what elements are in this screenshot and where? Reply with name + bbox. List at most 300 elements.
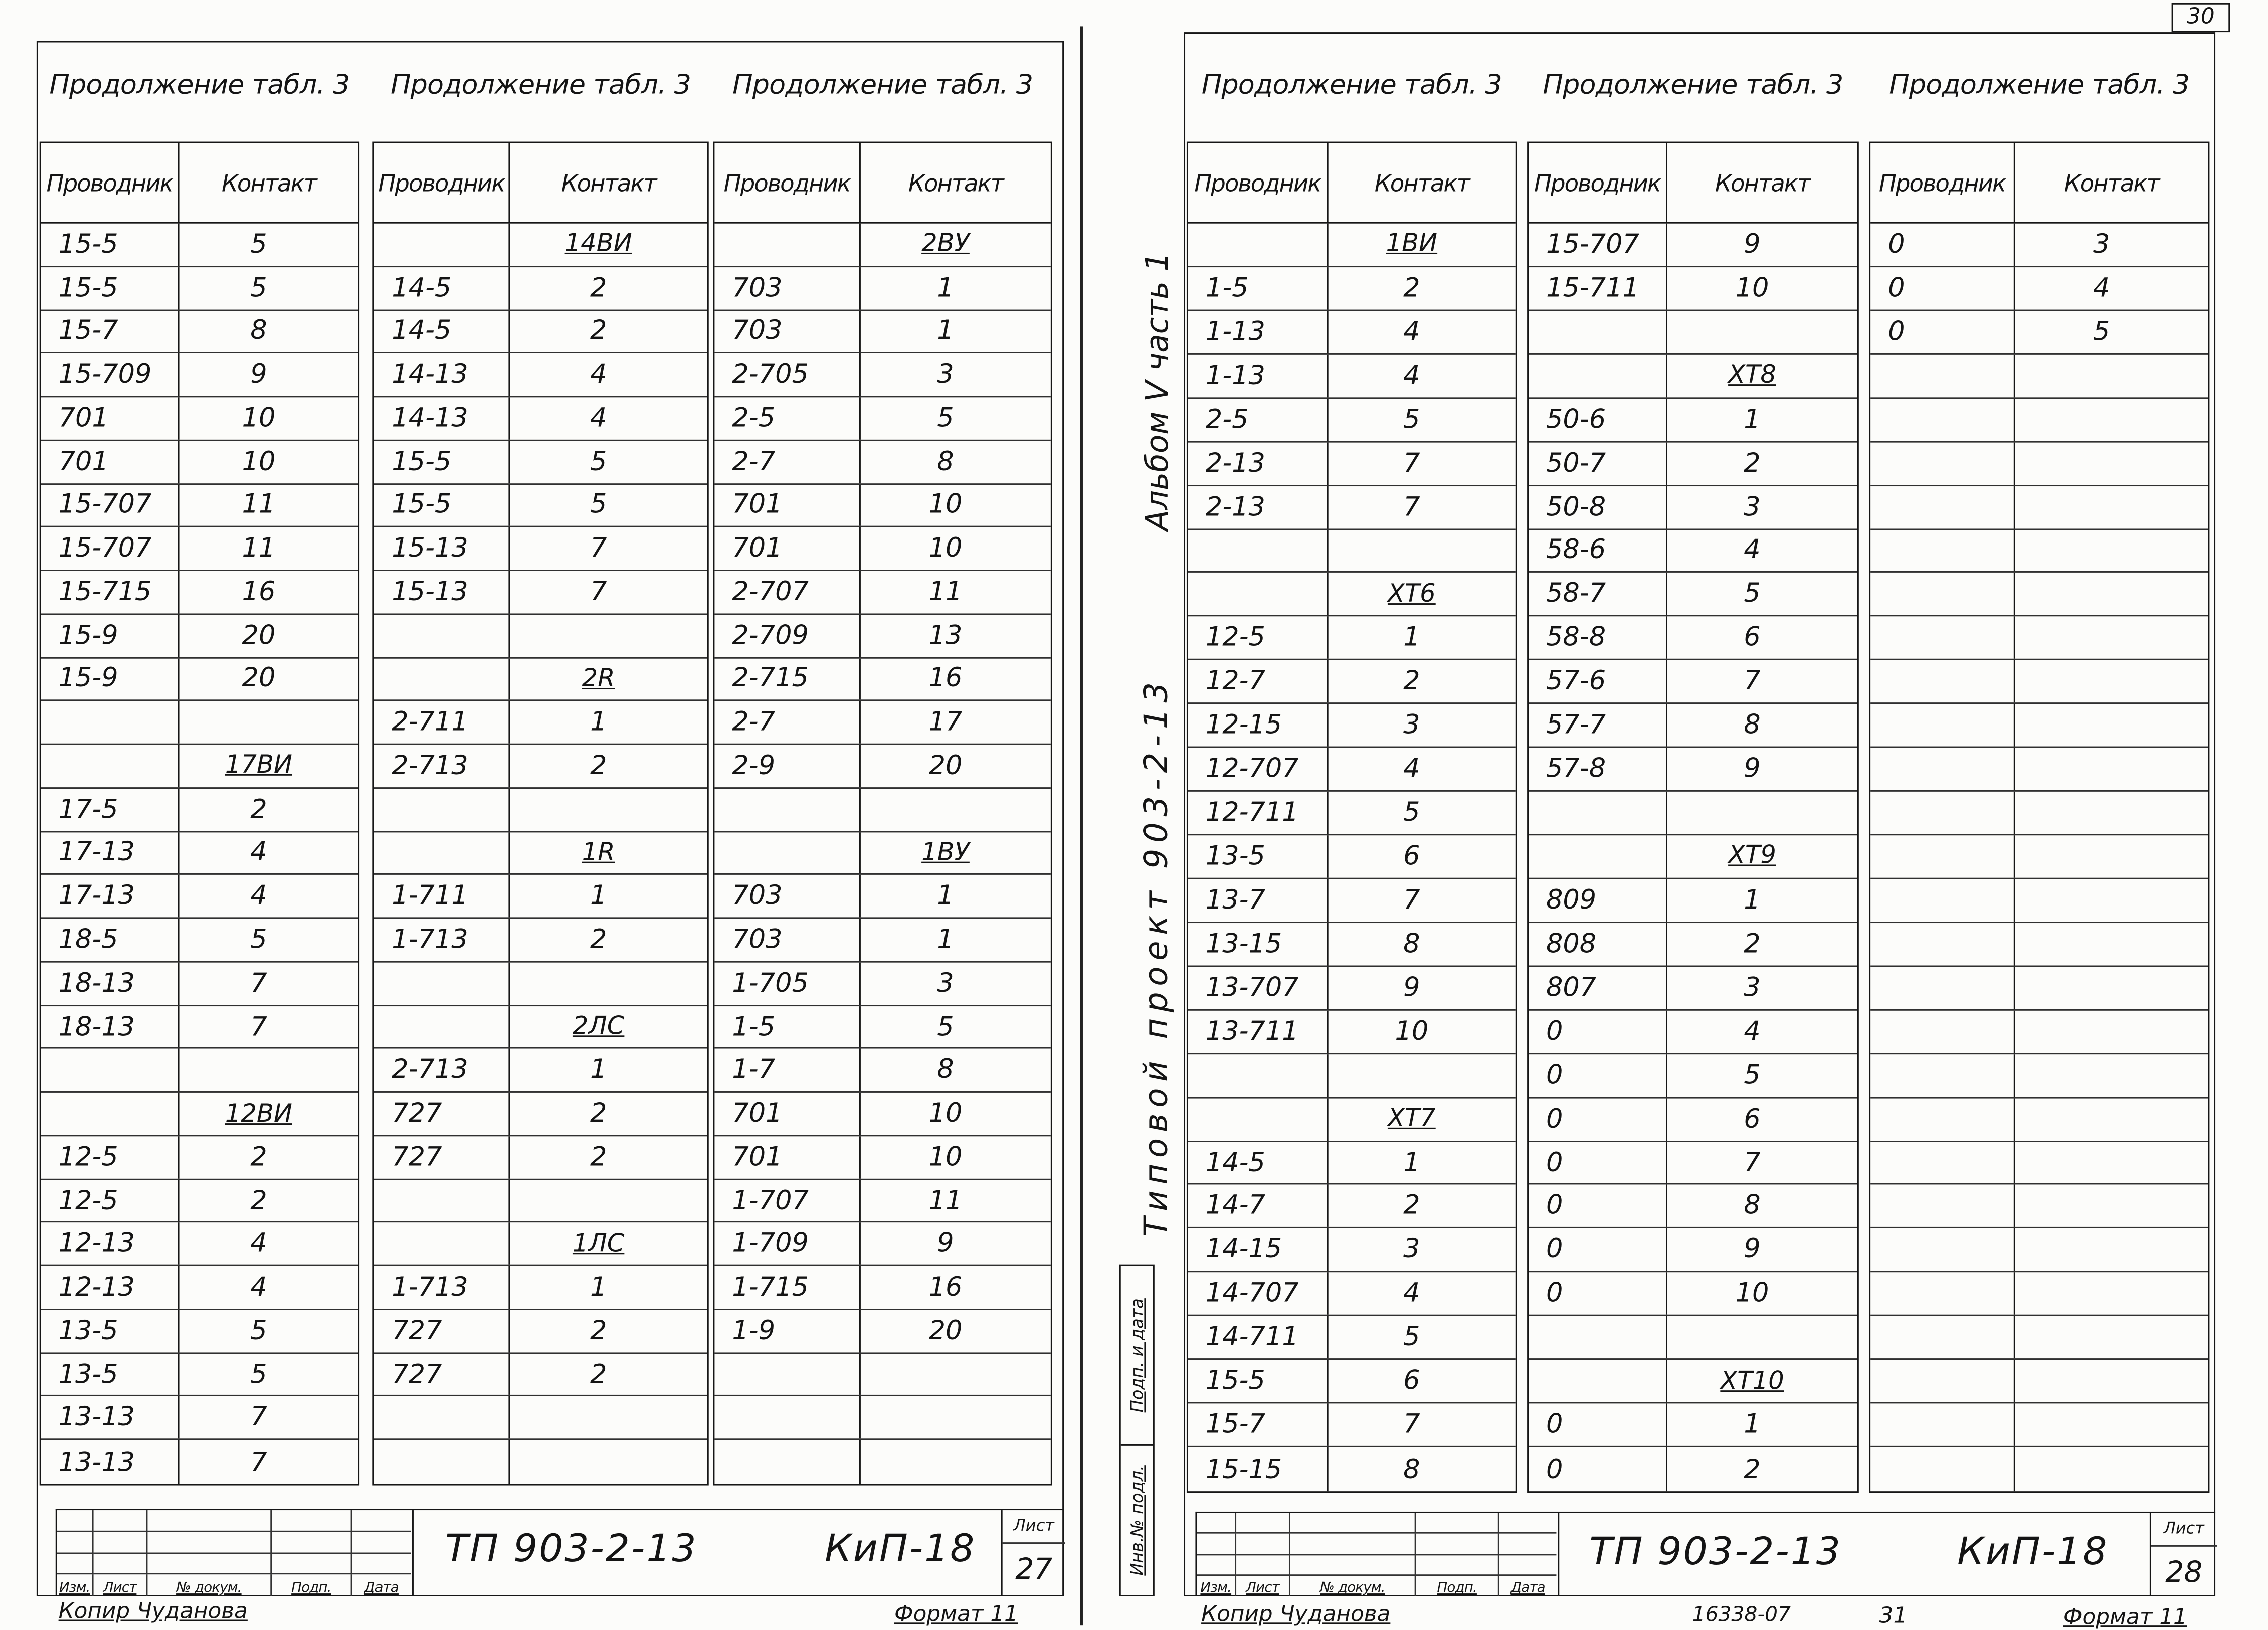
conductor-cell: 15-707 [1529, 224, 1667, 266]
contact-cell [2015, 1054, 2208, 1096]
conductor-cell [1870, 617, 2015, 659]
contact-cell: 9 [1744, 1234, 1761, 1265]
contact-cell [510, 962, 707, 1004]
contact-cell: 13 [928, 620, 963, 651]
conductor-cell: 12-7 [1188, 661, 1329, 703]
conductor-cell: 15-711 [1529, 267, 1667, 309]
conductor-cell [714, 1397, 860, 1439]
conductor-cell: 2-9 [714, 745, 860, 787]
contact-cell: 10 [242, 403, 276, 434]
table-row [1529, 1404, 1857, 1447]
table-row [1870, 1360, 2208, 1404]
title-block-label: Подп. [1416, 1575, 1499, 1596]
device-group-label: XT7 [1387, 1104, 1436, 1134]
column-header-contact: Контакт [1715, 168, 1810, 197]
conductor-cell: 808 [1529, 923, 1667, 965]
contact-cell: 7 [250, 968, 267, 999]
contact-cell: 3 [937, 968, 954, 999]
table-row [1870, 573, 2208, 617]
conductor-cell [1188, 224, 1329, 266]
conductor-cell: 1-13 [1188, 354, 1329, 397]
title-block-cell [147, 1510, 272, 1532]
conductor-cell: 12-707 [1188, 748, 1329, 790]
title-block-cell [57, 1510, 94, 1532]
table-row [41, 1397, 358, 1440]
title-block-cell [1499, 1534, 1557, 1555]
contact-cell: 5 [250, 1316, 267, 1347]
contact-cell [510, 789, 707, 831]
table-body [1529, 224, 1857, 1491]
conductor-cell [374, 615, 510, 657]
contact-cell: 7 [1403, 885, 1420, 916]
contact-cell: 7 [250, 1446, 267, 1478]
format-note: Формат 11 [2063, 1603, 2187, 1630]
table-row [1529, 442, 1857, 486]
table-row [1188, 923, 1516, 967]
title-block-cell [57, 1532, 94, 1553]
table-row [1870, 1098, 2208, 1141]
contact-cell: 5 [250, 924, 267, 956]
title-block-cell [94, 1532, 148, 1553]
table-row [1188, 1054, 1516, 1098]
table-row [374, 1310, 707, 1354]
conductor-cell: 727 [374, 1310, 510, 1352]
contact-cell: 8 [1403, 929, 1420, 960]
contact-cell: 6 [1744, 1103, 1761, 1135]
conductor-cell [1188, 529, 1329, 572]
conductor-cell: 13-13 [41, 1440, 180, 1484]
contact-cell: 5 [937, 1011, 954, 1042]
conductor-cell [1529, 792, 1667, 834]
copyist-note: Копир Чуданова [58, 1597, 248, 1624]
sheet-number-box [2150, 1513, 2217, 1596]
conductor-cell: 14-707 [1188, 1273, 1329, 1315]
contact-cell: 2 [590, 1316, 607, 1347]
title-block-cell [1499, 1513, 1557, 1534]
conductor-cell: 727 [374, 1093, 510, 1135]
table-row [1529, 1316, 1857, 1360]
table-row [714, 1440, 1050, 1484]
conductor-cell: 1-707 [714, 1180, 860, 1222]
table-row [374, 397, 707, 441]
contact-cell: 20 [242, 663, 276, 694]
conductor-cell: 1-709 [714, 1223, 860, 1265]
conductor-cell: 2-13 [1188, 442, 1329, 484]
conductor-cell [1870, 1404, 2015, 1446]
conductor-cell: 13-5 [41, 1310, 180, 1352]
table-row [1188, 1273, 1516, 1316]
title-block-cell [1416, 1555, 1499, 1576]
table-row [1529, 617, 1857, 660]
table-row [41, 224, 358, 267]
title-block-label: Лист [1236, 1575, 1290, 1596]
contact-cell [2015, 617, 2208, 659]
contact-cell: 9 [250, 359, 267, 391]
conductor-cell: 2-713 [374, 745, 510, 787]
group-heading-row [374, 224, 707, 267]
table-row [1870, 835, 2208, 879]
contact-cell: 1 [590, 707, 607, 738]
table-row [1870, 1447, 2208, 1491]
contact-cell: 16 [928, 663, 963, 694]
conductor-cell: 1-9 [714, 1310, 860, 1352]
conductor-cell [1870, 879, 2015, 921]
column-header-conductor: Проводник [1870, 143, 2015, 222]
table-row [1188, 879, 1516, 923]
device-group-label: XT6 [1387, 580, 1436, 609]
contact-cell: 9 [1744, 229, 1761, 260]
title-block-cell [1197, 1555, 1236, 1576]
conductor-cell [1870, 1010, 2015, 1052]
contact-cell [2015, 661, 2208, 703]
title-block-cell [1499, 1555, 1557, 1576]
conductor-cell: 0 [1870, 311, 2015, 353]
table-row [374, 919, 707, 963]
conductor-cell: 2-5 [1188, 398, 1329, 440]
conductor-cell: 58-6 [1529, 529, 1667, 572]
contact-cell: 2 [250, 1185, 267, 1216]
table-row [41, 310, 358, 354]
contact-cell [510, 615, 707, 657]
contact-cell: 3 [1744, 491, 1761, 522]
title-block-cell [1236, 1534, 1290, 1555]
contact-cell: 5 [1403, 797, 1420, 828]
conductor-cell [374, 1397, 510, 1439]
table-row [1529, 792, 1857, 835]
table-row [714, 1180, 1050, 1223]
conductor-cell: 727 [374, 1136, 510, 1178]
contact-cell: 5 [2093, 316, 2110, 347]
conductor-cell: 0 [1529, 1273, 1667, 1315]
contact-cell [2015, 1316, 2208, 1358]
table-row [41, 484, 358, 528]
table-row [374, 875, 707, 919]
conductor-cell: 1-715 [714, 1266, 860, 1309]
conductor-cell [374, 658, 510, 700]
title-block-label: Подп. [272, 1575, 352, 1596]
table-row [714, 789, 1050, 832]
conductor-cell: 57-6 [1529, 661, 1667, 703]
contact-cell [2015, 1229, 2208, 1271]
table-row [1870, 224, 2208, 267]
contact-cell: 8 [1744, 1191, 1761, 1222]
contact-cell: 3 [2093, 229, 2110, 260]
contact-cell: 5 [590, 490, 607, 521]
conductor-cell: 15-7 [41, 310, 180, 352]
table-row [41, 527, 358, 571]
conductor-cell [374, 962, 510, 1004]
device-group-label: 17ВИ [225, 751, 292, 781]
contact-cell [2015, 835, 2208, 877]
title-block-cell [1197, 1534, 1236, 1555]
table-row [41, 267, 358, 310]
conductor-cell: 13-5 [41, 1354, 180, 1396]
connection-table [40, 70, 359, 1486]
conductor-cell: 2-7 [714, 441, 860, 483]
table-title: Продолжение табл. 3 [49, 70, 350, 101]
conductor-cell [1529, 311, 1667, 353]
contact-cell: 1 [937, 924, 954, 956]
conductor-cell: 0 [1529, 1010, 1667, 1052]
conductor-cell: 0 [1529, 1142, 1667, 1184]
title-block-cell [1236, 1555, 1290, 1576]
table-row [1870, 1185, 2208, 1229]
table-row [374, 571, 707, 615]
sheet-label: Лист [1003, 1510, 1065, 1544]
conductor-cell: 12-13 [41, 1223, 180, 1265]
contact-cell: 3 [1403, 710, 1420, 741]
contact-cell [1329, 529, 1516, 572]
conductor-cell [1870, 704, 2015, 747]
conductor-cell: 14-5 [374, 310, 510, 352]
table-row [714, 441, 1050, 484]
table-row [41, 397, 358, 441]
column-header-contact: Контакт [221, 168, 316, 197]
device-group-label: 1ВУ [921, 838, 970, 868]
title-block-label: Изм. [57, 1575, 94, 1596]
column-header-conductor: Проводник [1529, 143, 1667, 222]
title-block-grid [57, 1510, 414, 1596]
sign-date-label: Подп. и дата [1126, 1298, 1148, 1413]
table-row [1529, 1229, 1857, 1273]
table-row [1529, 224, 1857, 267]
contact-cell: 2 [250, 794, 267, 825]
table-row [1870, 1229, 2208, 1273]
table-row [1870, 661, 2208, 704]
conductor-cell: 0 [1529, 1229, 1667, 1271]
conductor-cell: 13-711 [1188, 1010, 1329, 1052]
title-block-cell [1416, 1534, 1499, 1555]
project-label: Типовой проект 903-2-13 [1139, 676, 1176, 1237]
connection-table [713, 70, 1052, 1486]
table-row [1188, 398, 1516, 442]
table-row [374, 962, 707, 1006]
contact-cell: 4 [250, 881, 267, 912]
table-row [714, 1354, 1050, 1397]
conductor-cell: 12-5 [41, 1136, 180, 1178]
conductor-cell: 2-709 [714, 615, 860, 657]
column-header-contact: Контакт [561, 168, 656, 197]
column-header-conductor: Проводник [41, 143, 180, 222]
table-row [374, 789, 707, 832]
contact-cell: 2 [1403, 666, 1420, 697]
table-row [41, 441, 358, 484]
contact-cell: 4 [1744, 535, 1761, 566]
table-row [41, 571, 358, 615]
contact-cell: 2 [590, 1098, 607, 1129]
table-row [1870, 398, 2208, 442]
title-block [1195, 1512, 2215, 1596]
group-heading-row [1529, 354, 1857, 398]
conductor-cell: 1-713 [374, 1266, 510, 1309]
table-row [1870, 1316, 2208, 1360]
table-row [714, 1136, 1050, 1180]
conductor-cell [714, 1354, 860, 1396]
table-row [41, 875, 358, 919]
table-header-row [1529, 143, 1857, 223]
connection-table [1869, 70, 2209, 1493]
conductor-cell: 2-711 [374, 701, 510, 744]
conductor-cell [1529, 354, 1667, 397]
conductor-cell [1870, 529, 2015, 572]
document-designation: ТП 903-2-13 [445, 1527, 698, 1572]
table-row [41, 1180, 358, 1223]
conductor-cell: 15-715 [41, 571, 180, 613]
contact-cell: 10 [1395, 1016, 1429, 1047]
inventory-box-divider [1121, 1444, 1153, 1446]
title-block-cell [272, 1510, 352, 1532]
contact-cell [2015, 1010, 2208, 1052]
contact-cell [2015, 1404, 2208, 1446]
conductor-cell: 2-707 [714, 571, 860, 613]
conductor-cell: 13-7 [1188, 879, 1329, 921]
title-block-cell [352, 1510, 411, 1532]
conductor-cell: 14-5 [1188, 1142, 1329, 1184]
contact-cell: 4 [250, 1272, 267, 1303]
contact-cell: 2 [1403, 273, 1420, 304]
contact-cell: 8 [1403, 1454, 1420, 1485]
contact-cell: 7 [1744, 666, 1761, 697]
contact-cell: 3 [1744, 972, 1761, 1003]
table-row [714, 484, 1050, 528]
table-row [1529, 923, 1857, 967]
table-row [1870, 1054, 2208, 1098]
table-row [41, 1440, 358, 1484]
conductor-cell: 15-15 [1188, 1447, 1329, 1491]
conductor-cell: 0 [1529, 1054, 1667, 1096]
title-block-cell [1290, 1534, 1416, 1555]
contact-cell [2015, 573, 2208, 615]
conductor-cell: 15-709 [41, 354, 180, 396]
conductor-cell: 58-7 [1529, 573, 1667, 615]
conductor-cell: 50-8 [1529, 486, 1667, 528]
conductor-cell [374, 224, 510, 266]
table-row [714, 1310, 1050, 1354]
conductor-cell [1870, 1098, 2015, 1140]
contact-cell: 2 [1744, 1454, 1761, 1485]
contact-cell: 16 [928, 1272, 963, 1303]
conductor-cell [1188, 1054, 1329, 1096]
contact-cell: 5 [937, 403, 954, 434]
contact-cell: 16 [242, 577, 276, 608]
column-header-contact: Контакт [908, 168, 1003, 197]
table-row [1529, 1054, 1857, 1098]
contact-cell: 5 [1403, 1322, 1420, 1353]
connection-table [1187, 70, 1517, 1493]
drawing-code: КиП-18 [824, 1527, 976, 1572]
contact-cell: 4 [250, 837, 267, 868]
table-row [1188, 1010, 1516, 1054]
table-header-row [714, 143, 1050, 223]
contact-cell [2015, 704, 2208, 747]
conductor-cell [1870, 1447, 2015, 1491]
contact-cell [861, 1440, 1051, 1484]
conductor-cell: 50-6 [1529, 398, 1667, 440]
contact-cell: 9 [937, 1228, 954, 1259]
table-row [1870, 923, 2208, 967]
contact-cell: 10 [928, 1142, 963, 1173]
table-title: Продолжение табл. 3 [1889, 70, 2190, 101]
conductor-cell [1870, 573, 2015, 615]
conductor-cell: 807 [1529, 967, 1667, 1009]
title-block-label: Лист [94, 1575, 148, 1596]
contact-cell: 4 [1403, 316, 1420, 347]
table-row [1870, 967, 2208, 1010]
table-title: Продолжение табл. 3 [390, 70, 691, 101]
conductor-cell: 14-7 [1188, 1185, 1329, 1227]
title-block-cell [272, 1532, 352, 1553]
device-group-label: 2R [582, 664, 615, 694]
conductor-cell: 15-707 [41, 527, 180, 570]
group-heading-row [1188, 224, 1516, 267]
contact-cell: 6 [1403, 841, 1420, 872]
connection-table [1527, 70, 1859, 1493]
table-row [1870, 748, 2208, 792]
conductor-cell: 17-13 [41, 875, 180, 918]
table-row [1188, 1316, 1516, 1360]
contact-cell: 11 [928, 1185, 963, 1216]
table-row [374, 354, 707, 398]
conductor-cell [714, 789, 860, 831]
table-row [1529, 1447, 1857, 1491]
table-row [1188, 486, 1516, 529]
conductor-cell [374, 1223, 510, 1265]
table-row [1188, 835, 1516, 879]
conductor-cell: 15-5 [41, 224, 180, 266]
contact-cell [2015, 1447, 2208, 1491]
device-group-label: 12ВИ [225, 1099, 292, 1129]
table-row [374, 267, 707, 310]
conductor-cell: 1-705 [714, 962, 860, 1004]
conductor-cell [1870, 792, 2015, 834]
conductor-cell: 17-13 [41, 832, 180, 874]
table-row [374, 441, 707, 484]
conductor-cell [1870, 1142, 2015, 1184]
conductor-cell: 0 [1529, 1185, 1667, 1227]
device-group-label: XT8 [1728, 361, 1776, 391]
group-heading-row [714, 224, 1050, 267]
conductor-cell: 14-711 [1188, 1316, 1329, 1358]
contact-cell: 1 [590, 881, 607, 912]
table-body [374, 224, 707, 1484]
contact-cell [1667, 1316, 1857, 1358]
contact-cell: 5 [1744, 579, 1761, 610]
title-block-cell [272, 1553, 352, 1575]
conductor-cell [374, 1180, 510, 1222]
drawing-code: КиП-18 [1957, 1530, 2109, 1575]
conductor-cell [1870, 486, 2015, 528]
contact-cell [1329, 1054, 1516, 1096]
contact-cell: 5 [250, 272, 267, 303]
conductor-cell: 0 [1529, 1098, 1667, 1140]
conductor-cell [714, 224, 860, 266]
conductor-cell: 703 [714, 267, 860, 309]
table-header-row [1870, 143, 2208, 223]
conductor-cell [1870, 1054, 2015, 1096]
table-row [1870, 1010, 2208, 1054]
contact-cell: 9 [1403, 972, 1420, 1003]
title-block-cell [1236, 1513, 1290, 1534]
contact-cell: 4 [1403, 1278, 1420, 1309]
title-block [56, 1509, 1064, 1596]
conductor-cell: 703 [714, 919, 860, 961]
table-row [714, 1049, 1050, 1093]
format-note: Формат 11 [894, 1600, 1018, 1627]
conductor-cell: 2-7 [714, 701, 860, 744]
contact-cell: 7 [590, 577, 607, 608]
conductor-cell: 14-13 [374, 397, 510, 439]
contact-cell [1667, 792, 1857, 834]
